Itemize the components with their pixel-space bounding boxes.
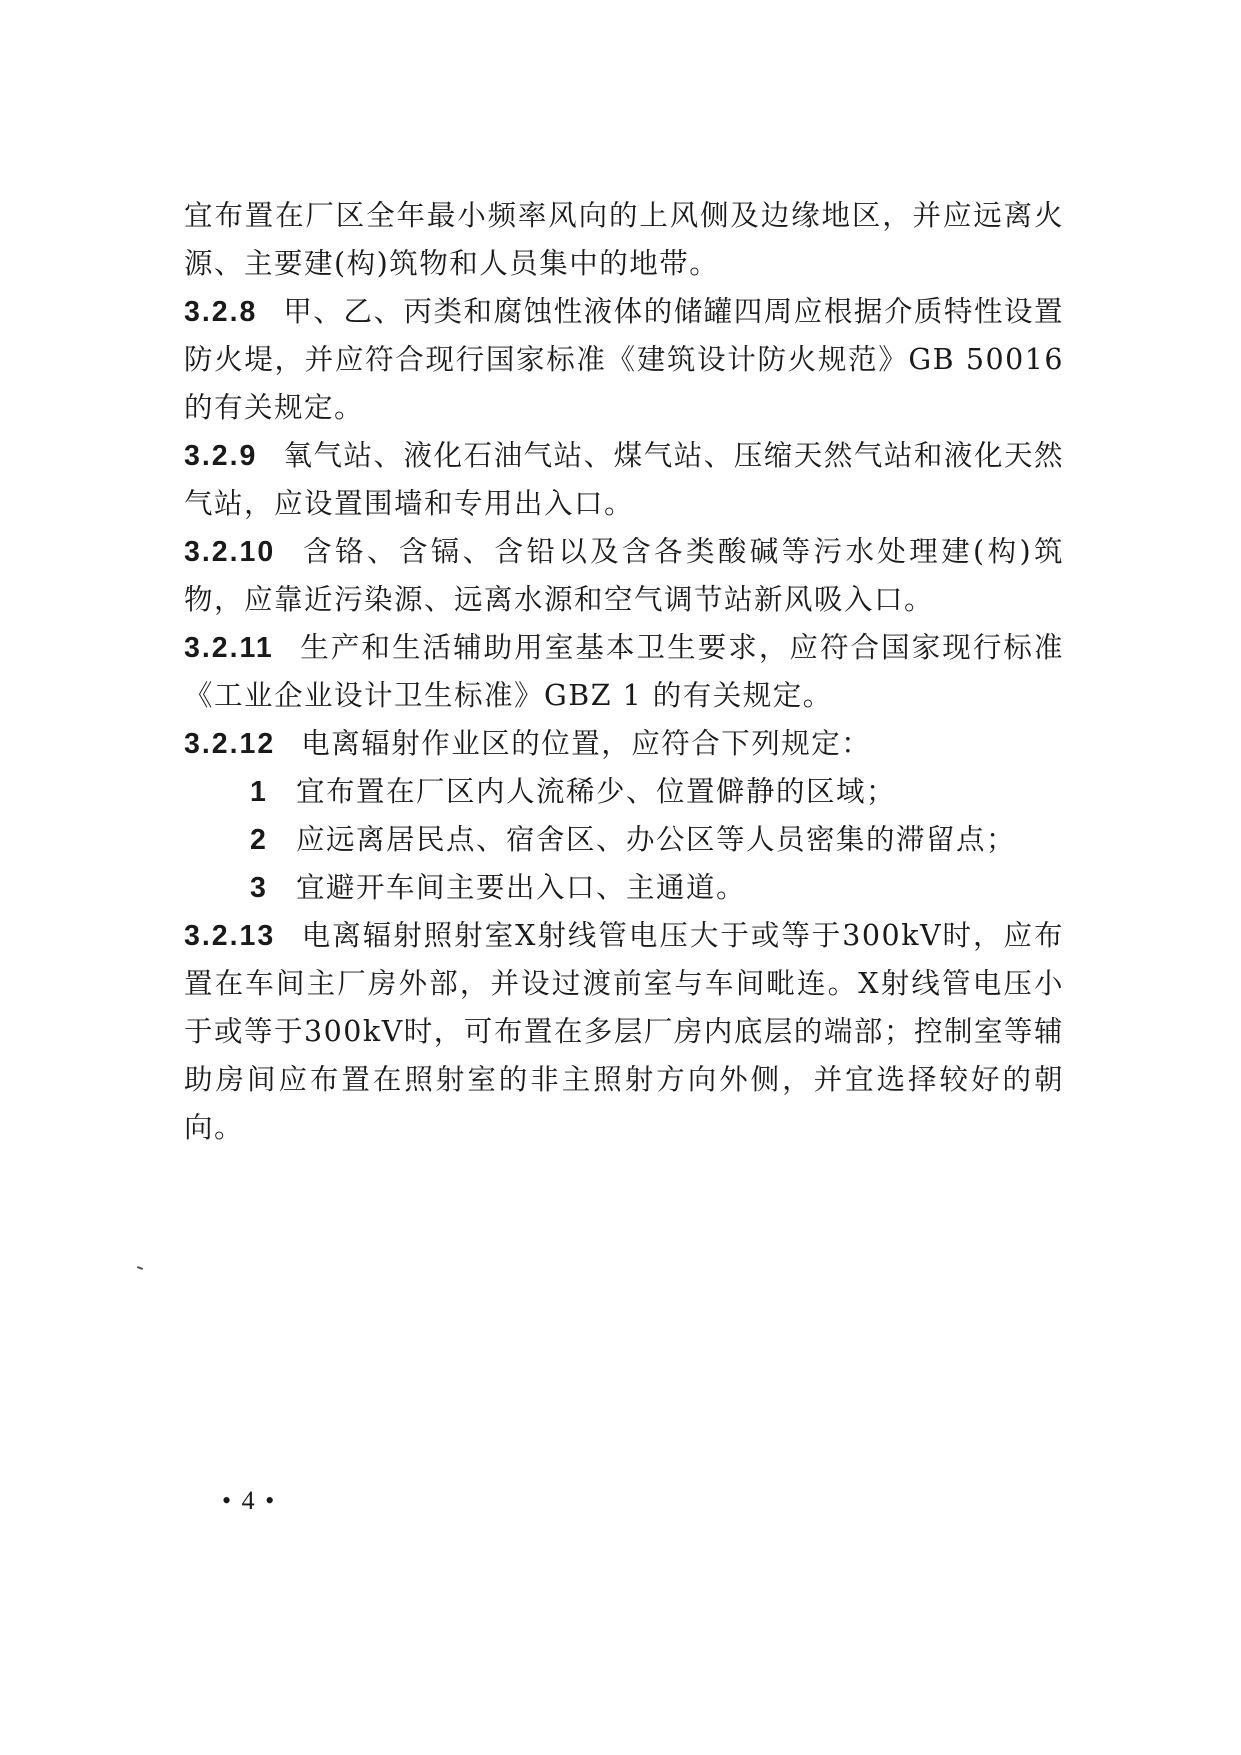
clause-text: 电离辐射作业区的位置，应符合下列规定： (301, 727, 872, 760)
item-text: 宜布置在厂区内人流稀少、位置僻静的区域； (296, 775, 897, 808)
page-number: • 4 • (222, 1486, 277, 1515)
clause-number: 3.2.13 (184, 920, 276, 952)
clause-number: 3.2.11 (184, 632, 274, 664)
clause-number: 3.2.12 (184, 728, 276, 760)
clause-3-2-13 (184, 912, 1064, 1152)
scan-speck (137, 1266, 143, 1270)
clause-number: 3.2.10 (184, 536, 276, 568)
intro-paragraph: 宜布置在厂区全年最小频率风向的上风侧及边缘地区，并应远离火源、主要建(构)筑物和人员集中的地带。 (184, 199, 1064, 280)
item-text: 宜避开车间主要出入口、主通道。 (296, 871, 747, 904)
clause-3-2-12-item-2 (184, 816, 1064, 864)
item-number: 1 (250, 776, 268, 808)
clause-text: 电离辐射照射室X射线管电压大于或等于300kV时，应布置在车间主厂房外部，并设过渡前室与车间毗连。X射线管电压小于或等于300kV时，可布置在多层厂房内底层的端部；控制室等辅助房间应布置在照射室的非主照射方向外侧，并宜选择较好的朝向。 (184, 919, 1064, 1144)
clause-text: 甲、乙、丙类和腐蚀性液体的储罐四周应根据介质特性设置防火堤，并应符合现行国家标准《建筑设计防火规范》GB 50016的有关规定。 (184, 295, 1064, 424)
clause-3-2-12-item-1 (184, 768, 1064, 816)
clause-3-2-11 (184, 624, 1064, 720)
item-number: 3 (250, 872, 268, 904)
clause-text: 含铬、含镉、含铅以及含各类酸碱等污水处理建(构)筑物，应靠近污染源、远离水源和空气调节站新风吸入口。 (184, 535, 1064, 616)
clause-3-2-9 (184, 432, 1064, 528)
item-text: 应远离居民点、宿舍区、办公区等人员密集的滞留点； (296, 823, 1017, 856)
clause-text: 生产和生活辅助用室基本卫生要求，应符合国家现行标准《工业企业设计卫生标准》GBZ 1 的有关规定。 (184, 631, 1064, 712)
clause-3-2-12-item-3 (184, 864, 1064, 912)
clause-3-2-8 (184, 288, 1064, 432)
clause-number: 3.2.8 (184, 296, 258, 328)
clause-3-2-10 (184, 528, 1064, 624)
body-text (184, 192, 1064, 1152)
clause-text: 氧气站、液化石油气站、煤气站、压缩天然气站和液化天然气站，应设置围墙和专用出入口。 (184, 439, 1064, 520)
clause-number: 3.2.9 (184, 440, 258, 472)
clause-3-2-12 (184, 720, 1064, 768)
item-number: 2 (250, 824, 268, 856)
